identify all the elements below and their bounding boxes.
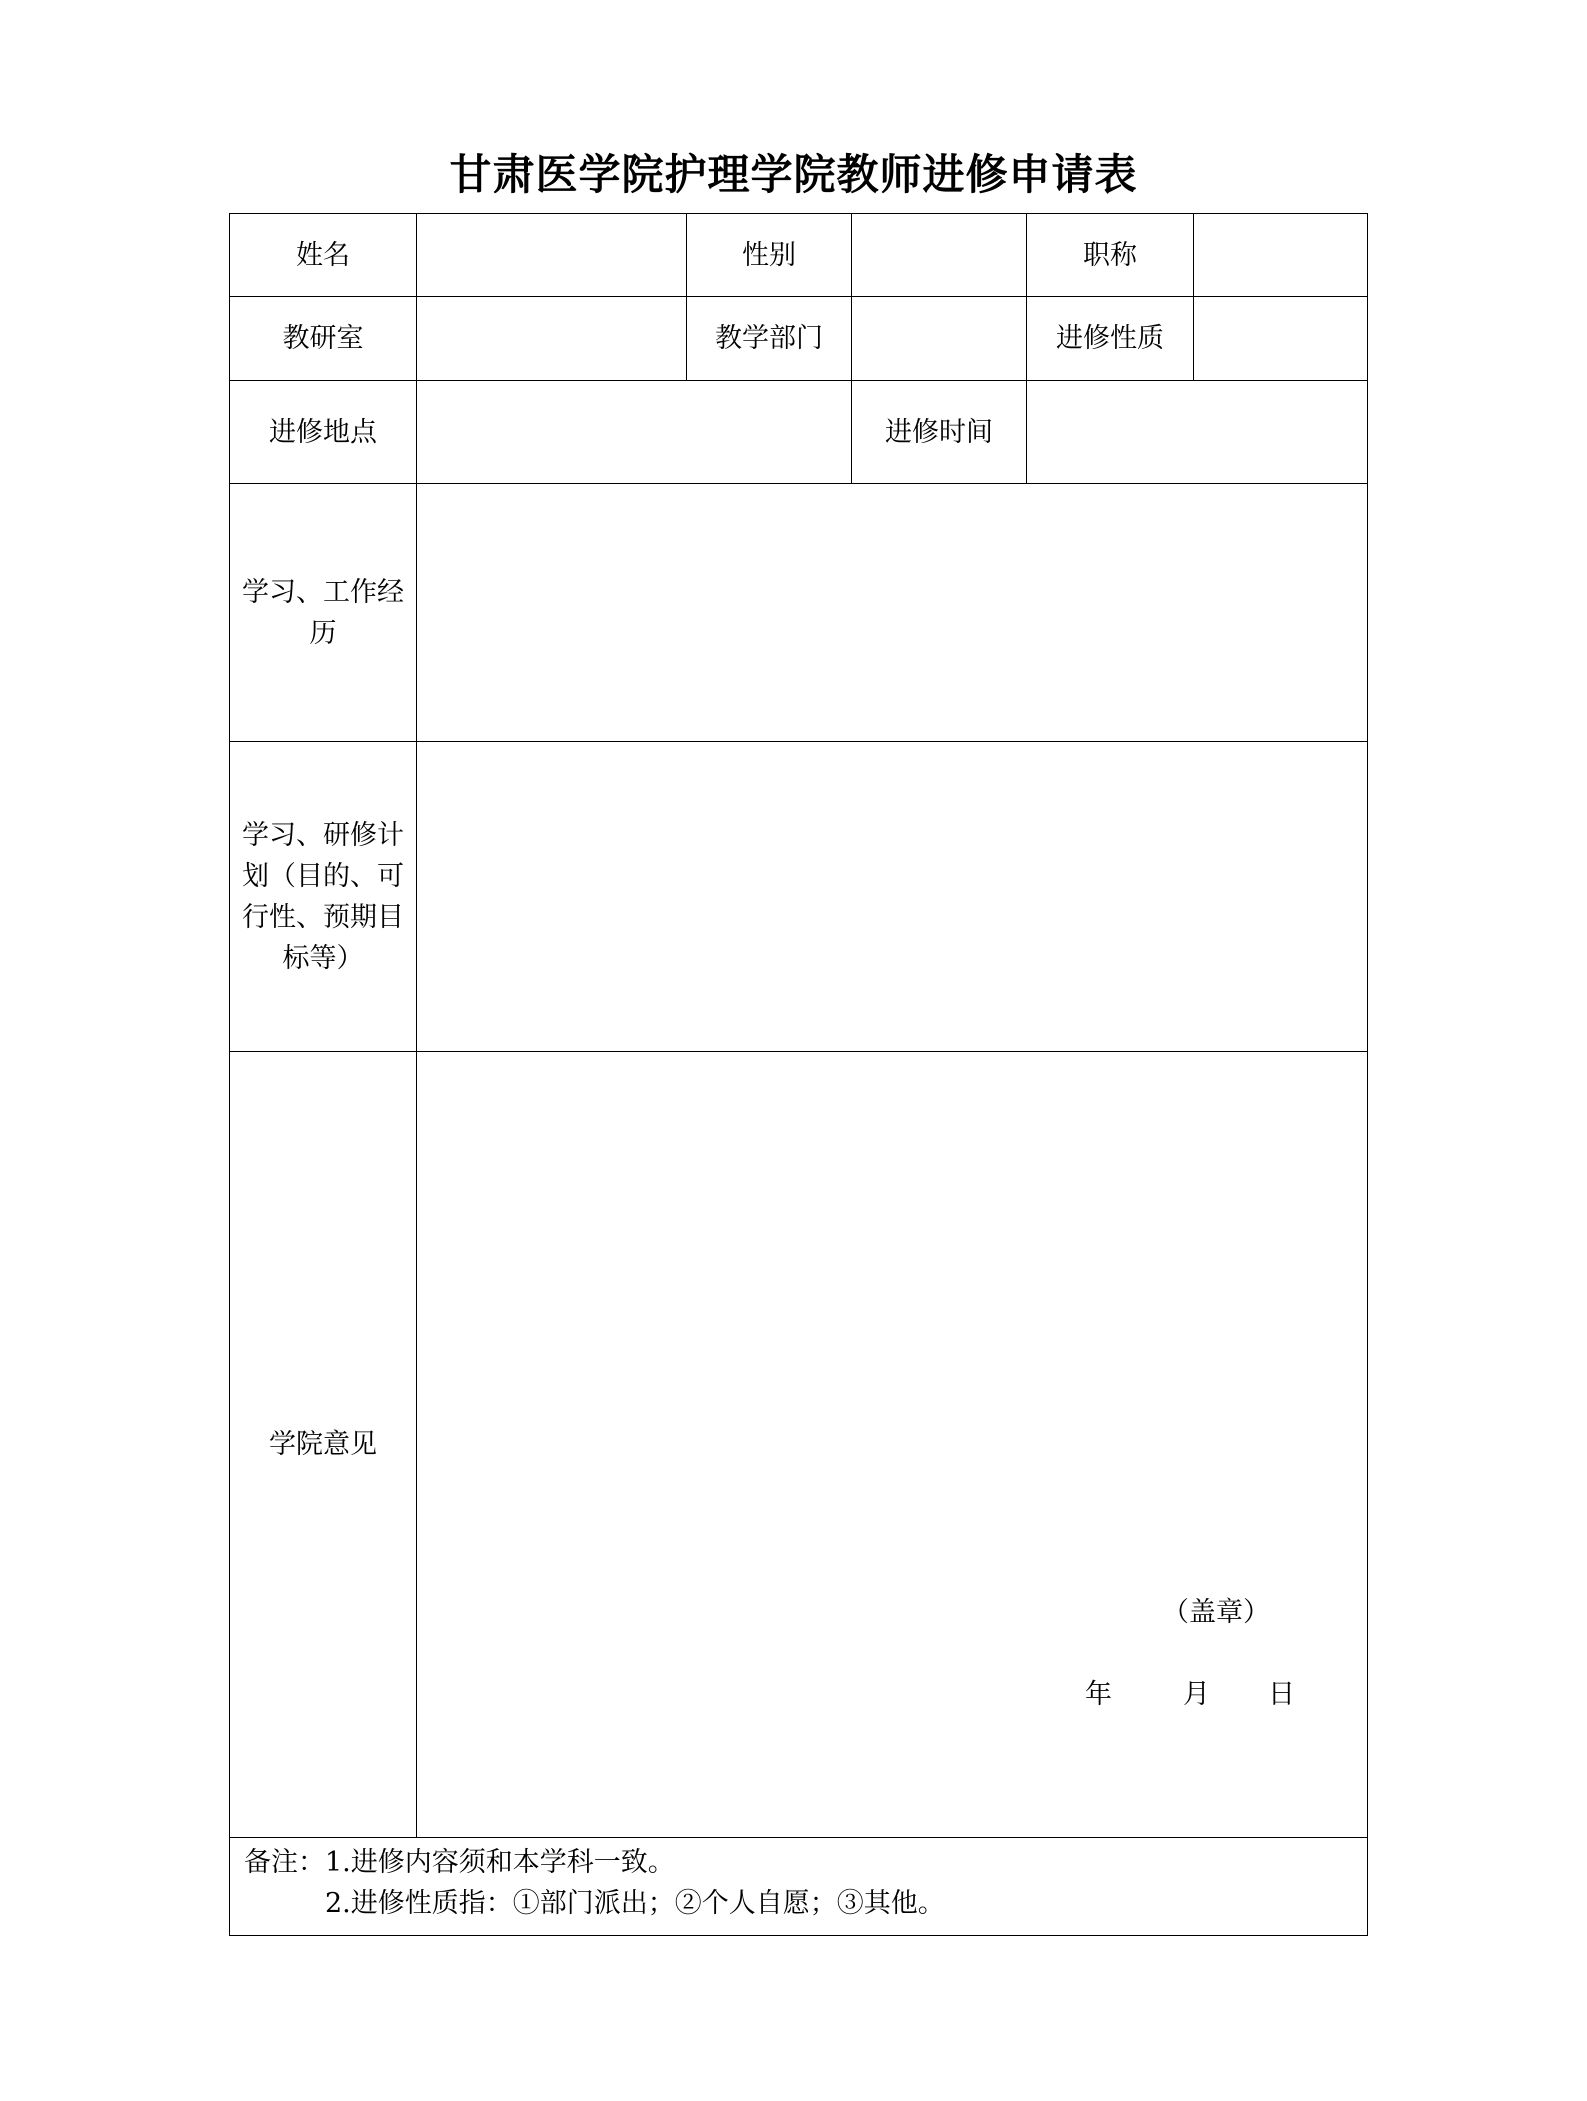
date-day-label: 日 xyxy=(1268,1679,1295,1710)
gender-label: 性别 xyxy=(687,214,852,297)
study-place-field[interactable] xyxy=(417,381,852,484)
experience-field[interactable] xyxy=(417,484,1368,742)
name-field[interactable] xyxy=(417,214,687,297)
study-time-field[interactable] xyxy=(1027,381,1368,484)
opinion-field[interactable] xyxy=(417,1052,1368,1838)
study-time-label: 进修时间 xyxy=(852,381,1027,484)
office-field[interactable] xyxy=(417,297,687,381)
stamp-label: （盖章） xyxy=(1162,1597,1270,1628)
date-month-label: 月 xyxy=(1183,1679,1210,1710)
study-nature-label: 进修性质 xyxy=(1027,297,1194,381)
study-place-label: 进修地点 xyxy=(230,381,417,484)
remark-line-2: 2.进修性质指：①部门派出；②个人自愿；③其他。 xyxy=(325,1888,945,1919)
job-title-label: 职称 xyxy=(1027,214,1194,297)
application-form-table xyxy=(229,213,1368,1936)
remark-line-1: 备注：1.进修内容须和本学科一致。 xyxy=(244,1847,675,1878)
name-label: 姓名 xyxy=(230,214,417,297)
date-year-label: 年 xyxy=(1085,1679,1112,1710)
study-nature-field[interactable] xyxy=(1194,297,1368,381)
opinion-signature-area xyxy=(417,1052,1367,1837)
job-title-field[interactable] xyxy=(1194,214,1368,297)
department-field[interactable] xyxy=(852,297,1027,381)
gender-field[interactable] xyxy=(852,214,1027,297)
opinion-label: 学院意见 xyxy=(230,1052,417,1838)
plan-field[interactable] xyxy=(417,742,1368,1052)
plan-label: 学习、研修计划（目的、可行性、预期目标等） xyxy=(230,742,417,1052)
experience-label: 学习、工作经历 xyxy=(230,484,417,742)
department-label: 教学部门 xyxy=(687,297,852,381)
page-title: 甘肃医学院护理学院教师进修申请表 xyxy=(449,150,1138,199)
remarks-cell xyxy=(230,1838,1368,1936)
office-label: 教研室 xyxy=(230,297,417,381)
